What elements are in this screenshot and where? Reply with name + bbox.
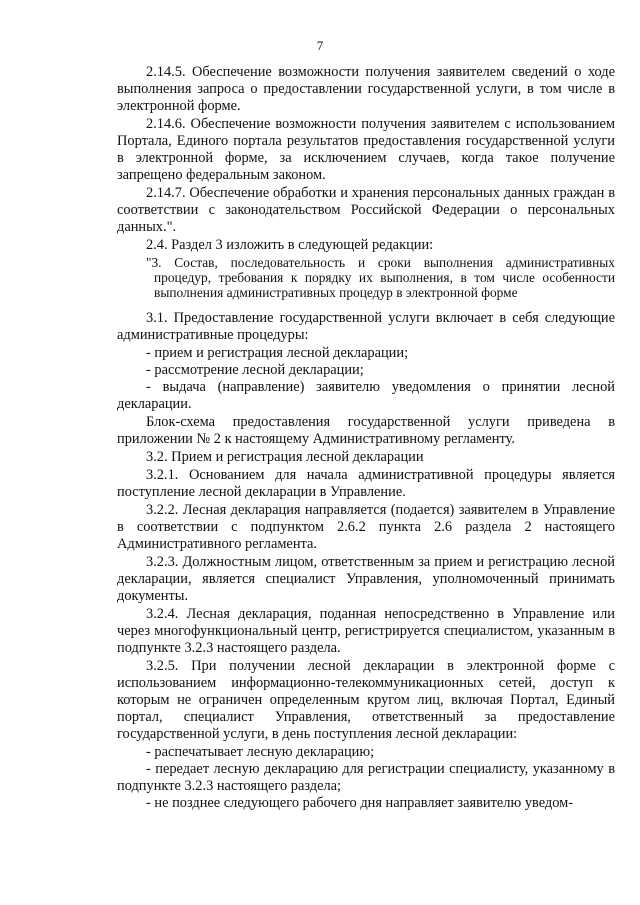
list-item: - не позднее следующего рабочего дня направляет заявителю уведом- xyxy=(146,795,574,811)
list-item: - выдача (направление) заявителю уведомления о принятии лесной декларации. xyxy=(117,379,615,412)
paragraph-2-4: 2.4. Раздел 3 изложить в следующей редакции: xyxy=(146,237,434,253)
list-item: - распечатывает лесную декларацию; xyxy=(146,744,375,760)
document-body xyxy=(117,64,615,812)
paragraph-3-1: 3.1. Предоставление государственной услуги включает в себя следующие административные процедуры: xyxy=(117,310,615,343)
paragraph-2-14-6: 2.14.6. Обеспечение возможности получения заявителем с использованием Портала, Единого портала результатов предоставления государственной услуги в электронной форме, за исключением случаев, когда такое получение запрещено федеральным законом. xyxy=(117,116,615,183)
paragraph-3-2-2: 3.2.2. Лесная декларация направляется (подается) заявителем в Управление в соответствии с подпунктом 2.6.2 пункта 2.6 раздела 2 настоящего Административного регламента. xyxy=(117,502,615,552)
paragraph-3-2-3: 3.2.3. Должностным лицом, ответственным за прием и регистрацию лесной декларации, является специалист Управления, уполномоченный принимать документы. xyxy=(117,554,615,604)
list-item: - рассмотрение лесной декларации; xyxy=(146,362,364,378)
paragraph-3-2-heading: 3.2. Прием и регистрация лесной декларации xyxy=(146,449,424,465)
page-number: 7 xyxy=(316,38,324,53)
paragraph-2-14-7: 2.14.7. Обеспечение обработки и хранения персональных данных граждан в соответствии с законодательством Российской Федерации о персональных данных.". xyxy=(117,185,615,235)
paragraph-block-diagram: Блок-схема предоставления государственной услуги приведена в приложении № 2 к настоящему Административному регламенту. xyxy=(117,414,615,447)
paragraph-3-2-5: 3.2.5. При получении лесной декларации в электронной форме с использованием информационно-телекоммуникационных сетей, доступ к которым не ограничен определенным кругом лиц, включая Портал, Единый портал, специалист Управления, ответственный за предоставление государственной услуги, в день поступления лесной декларации: xyxy=(117,658,615,742)
list-item: - передает лесную декларацию для регистрации специалисту, указанному в подпункте 3.2.3 настоящего раздела; xyxy=(117,761,615,794)
paragraph-3-2-1: 3.2.1. Основанием для начала административной процедуры является поступление лесной декларации в Управление. xyxy=(117,467,615,500)
paragraph-2-14-5: 2.14.5. Обеспечение возможности получения заявителем сведений о ходе выполнения запроса о предоставлении государственной услуги, в том числе в электронной форме. xyxy=(117,64,615,114)
list-item: - прием и регистрация лесной декларации; xyxy=(146,345,409,361)
section-3-heading: "3. Состав, последовательность и сроки выполнения административных процедур, требования к порядку их выполнения, в том числе особенности выполнения административных процедур в электронной форме xyxy=(146,255,615,300)
paragraph-3-2-4: 3.2.4. Лесная декларация, поданная непосредственно в Управление или через многофункциональный центр, регистрируется специалистом, указанным в подпункте 3.2.3 настоящего раздела. xyxy=(117,606,615,656)
